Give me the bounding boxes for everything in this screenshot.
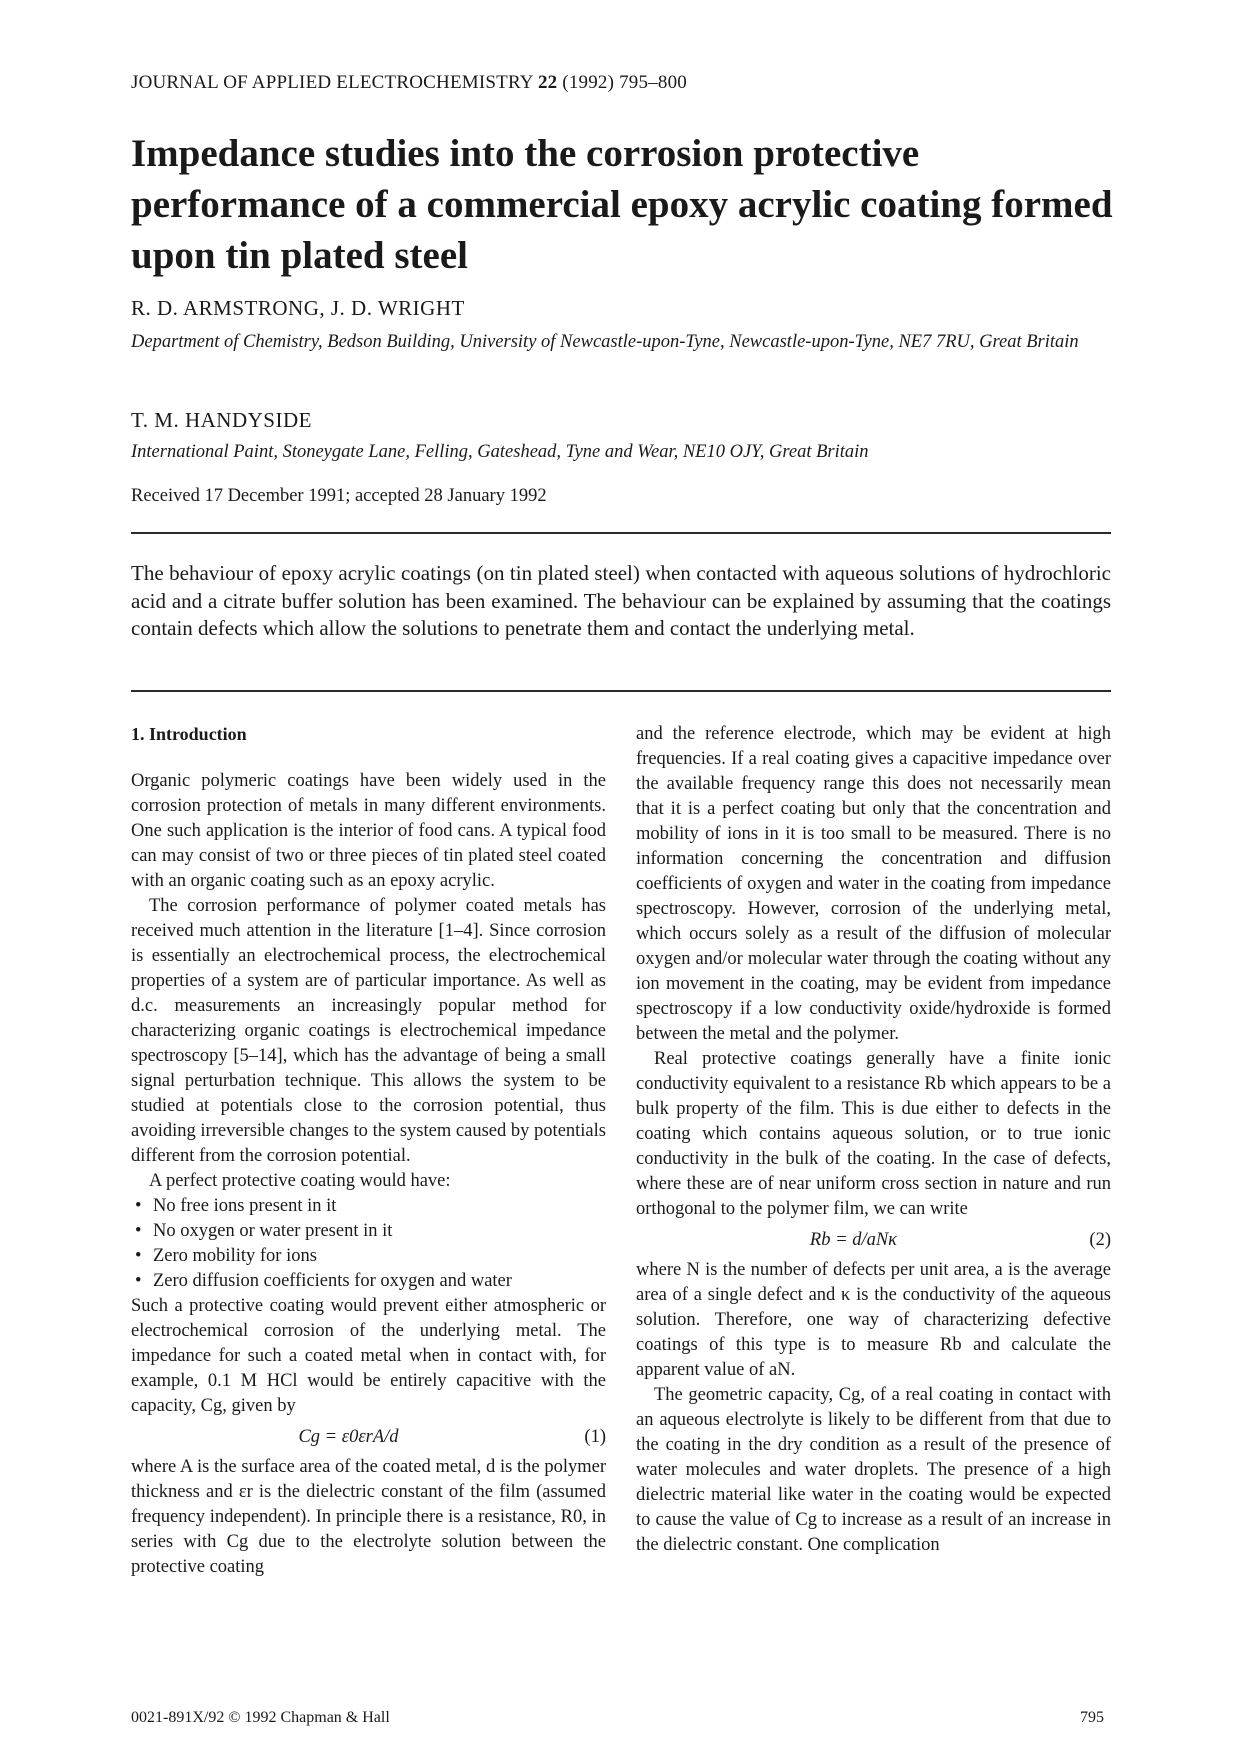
paragraph: and the reference electrode, which may be evident at high frequencies. If a real coating gives a capacitive impedance over the available frequency range this does not necessarily mean that it is a perfect coating but only that the concentration and mobility of ions in it is too small to be measured. There is no information concerning the concentration and diffusion coefficients of oxygen and water in the coating from impedance spectroscopy. However, corrosion of the underlying metal, which occurs solely as a result of the diffusion of molecular oxygen and/or molecular water through the coating without any ion movement in the coating, may be evident from impedance spectroscopy if a low conductivity oxide/hydroxide is formed between the metal and the polymer. bbox=[636, 724, 1111, 1044]
list-item: • Zero diffusion coefficients for oxygen and water bbox=[131, 1269, 606, 1294]
left-column bbox=[131, 722, 606, 1580]
page-number: 795 bbox=[1080, 1709, 1104, 1726]
paragraph: where N is the number of defects per unit area, a is the average area of a single defect and κ is the conductivity of the aqueous solution. Therefore, one way of characterizing defective coatings of this type is to measure Rb and calculate the apparent value of aN. bbox=[636, 1260, 1111, 1380]
journal-volume: 22 bbox=[537, 72, 558, 93]
section-heading: 1. Introduction bbox=[131, 724, 247, 744]
equation-1 bbox=[131, 1419, 606, 1455]
affiliation-2: International Paint, Stoneygate Lane, Felling, Gateshead, Tyne and Wear, NE10 OJY, Great Britain bbox=[131, 442, 869, 462]
bullet-list bbox=[131, 1194, 606, 1294]
paragraph: Real protective coatings generally have a finite ionic conductivity equivalent to a resistance Rb which appears to be a bulk property of the film. This is due either to defects in the coating which contains aqueous solution, or to true ionic conductivity in the bulk of the coating. In the case of defects, where these are of near uniform cross section in nature and run orthogonal to the polymer film, we can write bbox=[636, 1049, 1111, 1219]
received-dates: Received 17 December 1991; accepted 28 January 1992 bbox=[131, 486, 547, 506]
paragraph: A perfect protective coating would have: bbox=[149, 1171, 451, 1191]
rule-top bbox=[131, 532, 1111, 534]
equation-2 bbox=[636, 1222, 1111, 1258]
paper-title: Impedance studies into the corrosion protective performance of a commercial epoxy acrylic coating formed upon tin plated steel bbox=[131, 132, 1113, 277]
paragraph: The geometric capacity, Cg, of a real coating in contact with an aqueous electrolyte is likely to be different from that due to the coating in the dry condition as a result of the presence of water molecules and water droplets. The presence of a high dielectric material like water in the coating would be expected to cause the value of Cg to increase as a result of an increase in the dielectric constant. One complication bbox=[636, 1385, 1111, 1555]
list-item: • No oxygen or water present in it bbox=[131, 1219, 606, 1244]
list-item: • Zero mobility for ions bbox=[131, 1244, 606, 1269]
equation-expression: Rb = d/aNκ bbox=[809, 1229, 898, 1250]
author-group-2: T. M. HANDYSIDE bbox=[131, 408, 312, 432]
rule-bottom bbox=[131, 690, 1111, 692]
affiliation-1: Department of Chemistry, Bedson Building, University of Newcastle-upon-Tyne, Newcastle-upon-Tyne, NE7 7RU, Great Britain bbox=[131, 332, 1079, 352]
paragraph: Such a protective coating would prevent either atmospheric or electrochemical corrosion of the underlying metal. The impedance for such a coated metal when in contact with, for example, 0.1 M HCl would be entirely capacitive with the capacity, Cg, given by bbox=[131, 1296, 606, 1416]
right-column bbox=[636, 722, 1111, 1558]
journal-year-pages: (1992) 795–800 bbox=[562, 72, 688, 93]
paragraph: where A is the surface area of the coated metal, d is the polymer thickness and εr is the dielectric constant of the film (assumed frequency independent). In principle there is a resistance, R0, in series with Cg due to the electrolyte solution between the protective coating bbox=[131, 1457, 606, 1577]
author-group-1: R. D. ARMSTRONG, J. D. WRIGHT bbox=[131, 296, 465, 320]
abstract: The behaviour of epoxy acrylic coatings (on tin plated steel) when contacted with aqueous solutions of hydrochloric acid and a citrate buffer solution has been examined. The behaviour can be explained by assuming that the coatings contain defects which allow the solutions to penetrate them and contact the underlying metal. bbox=[131, 561, 1111, 640]
equation-expression: Cg = ε0εrA/d bbox=[298, 1426, 399, 1447]
journal-name: JOURNAL OF APPLIED ELECTROCHEMISTRY bbox=[131, 72, 533, 93]
footer-issn-copyright: 0021-891X/92 © 1992 Chapman & Hall bbox=[131, 1709, 390, 1726]
paragraph: The corrosion performance of polymer coated metals has received much attention in the literature [1–4]. Since corrosion is essentially an electrochemical process, the electrochemical properties of a system are of particular importance. As well as d.c. measurements an increasingly popular method for characterizing organic coatings is electrochemical impedance spectroscopy [5–14], which has the advantage of being a small signal perturbation technique. This allows the system to be studied at potentials close to the corrosion potential, thus avoiding irreversible changes to the system caused by potentials different from the corrosion potential. bbox=[131, 896, 606, 1166]
equation-number: (2) bbox=[1089, 1229, 1111, 1250]
paragraph: Organic polymeric coatings have been widely used in the corrosion protection of metals in many different environments. One such application is the interior of food cans. A typical food can may consist of two or three pieces of tin plated steel coated with an organic coating such as an epoxy acrylic. bbox=[131, 771, 606, 891]
list-item: • No free ions present in it bbox=[131, 1194, 606, 1219]
journal-header bbox=[131, 72, 687, 94]
equation-number: (1) bbox=[584, 1426, 606, 1447]
